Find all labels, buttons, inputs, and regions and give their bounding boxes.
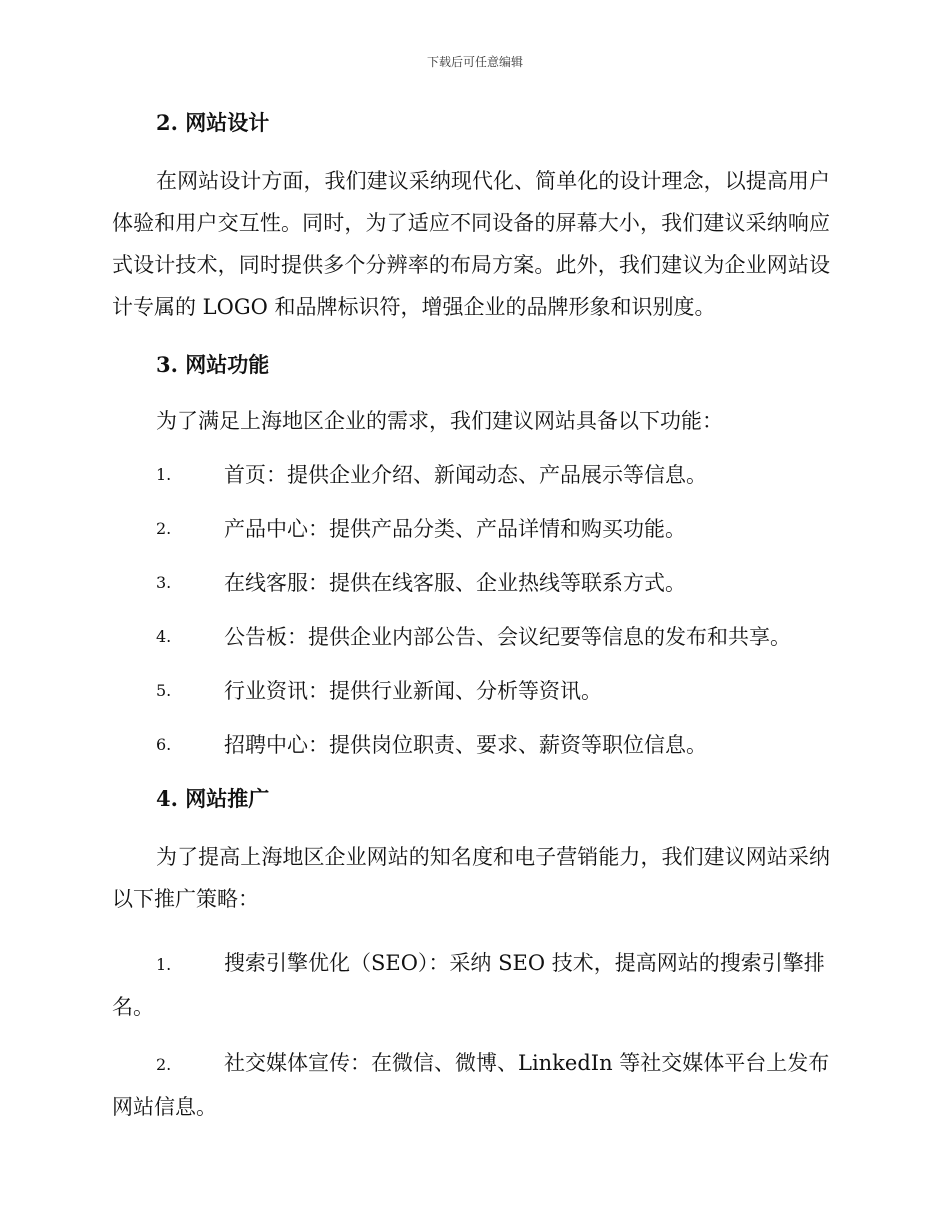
list-number: 1. <box>156 955 172 974</box>
list-item <box>112 622 830 652</box>
list-text: 社交媒体宣传：在微信、微博、LinkedIn 等社交媒体平台上发布网站信息。 <box>112 1051 830 1119</box>
promotion-intro: 为了提高上海地区企业网站的知名度和电子营销能力，我们建议网站采纳以下推广策略： <box>112 845 830 911</box>
list-item <box>112 460 830 490</box>
list-item <box>112 942 830 1028</box>
list-item <box>112 730 830 760</box>
page-header: 下载后可任意编辑 <box>426 55 523 69</box>
list-item <box>112 568 830 598</box>
list-text: 产品中心：提供产品分类、产品详情和购买功能。 <box>224 517 686 541</box>
features-intro: 为了满足上海地区企业的需求，我们建议网站具备以下功能： <box>156 409 723 433</box>
section-heading-features: 3. 网站功能 <box>156 352 270 377</box>
list-number: 2. <box>156 519 172 538</box>
list-number: 2. <box>156 1055 172 1074</box>
design-paragraph: 在网站设计方面，我们建议采纳现代化、简单化的设计理念，以提高用户体验和用户交互性。同时，为了适应不同设备的屏幕大小，我们建议采纳响应式设计技术，同时提供多个分辨率的布局方案。此外，我们建议为企业网站设计专属的 LOGO 和品牌标识符，增强企业的品牌形象和识别度。 <box>112 169 830 319</box>
list-item <box>112 514 830 544</box>
list-text: 行业资讯：提供行业新闻、分析等资讯。 <box>224 679 602 703</box>
list-number: 4. <box>156 627 172 646</box>
list-number: 1. <box>156 465 172 484</box>
list-text: 在线客服：提供在线客服、企业热线等联系方式。 <box>224 571 686 595</box>
list-number: 6. <box>156 735 172 754</box>
list-number: 5. <box>156 681 172 700</box>
list-text: 招聘中心：提供岗位职责、要求、薪资等职位信息。 <box>224 733 707 757</box>
section-heading-design: 2. 网站设计 <box>156 110 270 135</box>
list-item <box>112 676 830 706</box>
section-heading-promotion: 4. 网站推广 <box>156 786 270 811</box>
list-text: 搜索引擎优化（SEO）：采纳 SEO 技术，提高网站的搜索引擎排名。 <box>112 951 825 1019</box>
list-text: 公告板：提供企业内部公告、会议纪要等信息的发布和共享。 <box>224 625 791 649</box>
list-item <box>112 1042 830 1128</box>
list-number: 3. <box>156 573 172 592</box>
list-text: 首页：提供企业介绍、新闻动态、产品展示等信息。 <box>224 463 707 487</box>
document-body <box>112 108 830 1128</box>
